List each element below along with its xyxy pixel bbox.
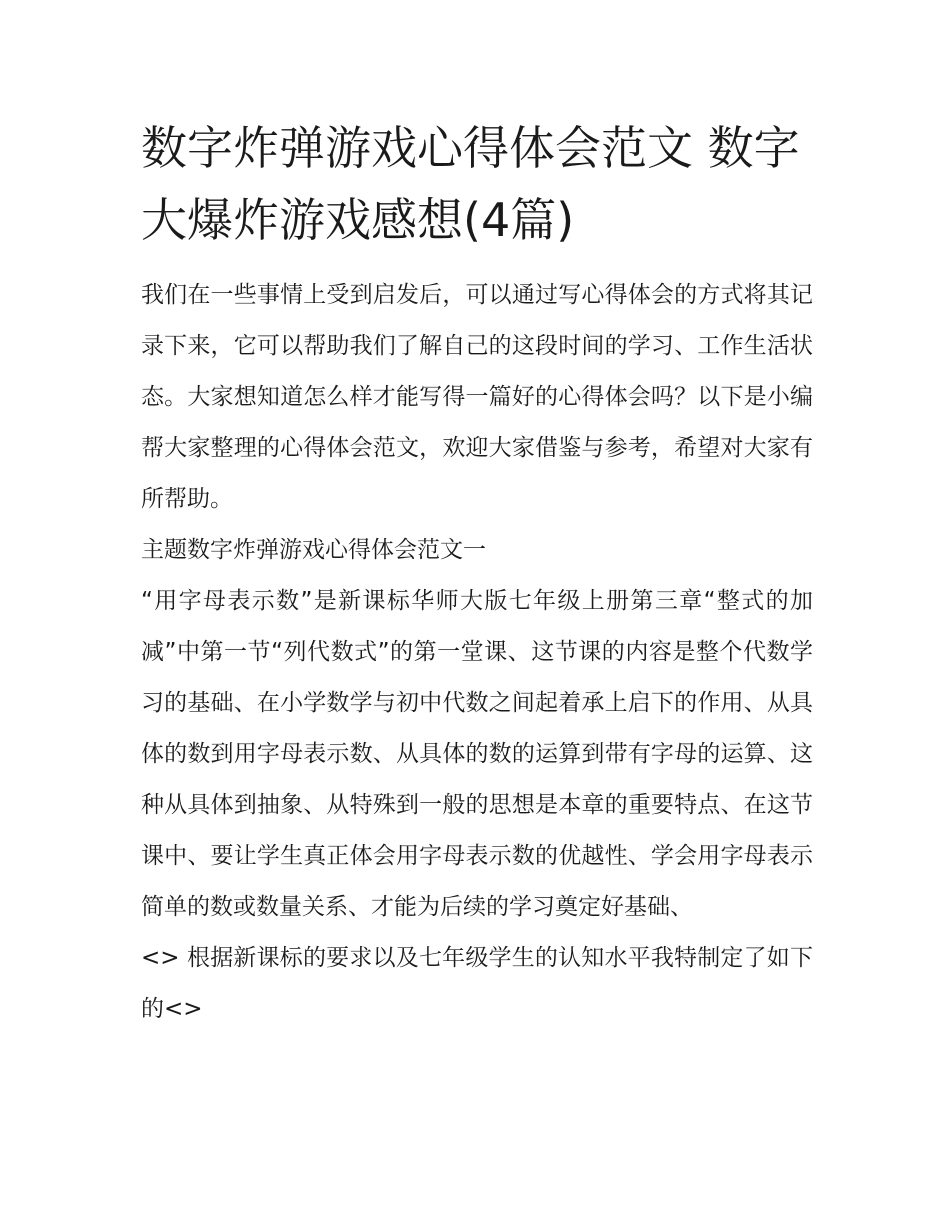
document-content [141,112,813,1035]
body-paragraph: “用字母表示数”是新课标华师大版七年级上册第三章“整式的加减”中第一节“列代数式”的第一堂课、这节课的内容是整个代数学习的基础、在小学数学与初中代数之间起着承上启下的作用、从具体的数到用字母表示数、从具体的数的运算到带有字母的运算、这种从具体到抽象、从特殊到一般的思想是本章的重要特点、在这节课中、要让学生真正体会用字母表示数的优越性、学会用字母表示简单的数或数量关系、才能为后续的学习奠定好基础、 [141,588,813,920]
intro-paragraph: 我们在一些事情上受到启发后，可以通过写心得体会的方式将其记录下来，它可以帮助我们了解自己的这段时间的学习、工作生活状态。大家想知道怎么样才能写得一篇好的心得体会吗？以下是小编帮大家整理的心得体会范文，欢迎大家借鉴与参考，希望对大家有所帮助。 [141,282,813,512]
section-heading: 主题数字炸弹游戏心得体会范文一 [141,537,486,563]
document-title: 数字炸弹游戏心得体会范文 数字大爆炸游戏感想(4篇) [141,121,800,247]
closing-paragraph: <> 根据新课标的要求以及七年级学生的认知水平我特制定了如下的<> [141,945,813,1022]
